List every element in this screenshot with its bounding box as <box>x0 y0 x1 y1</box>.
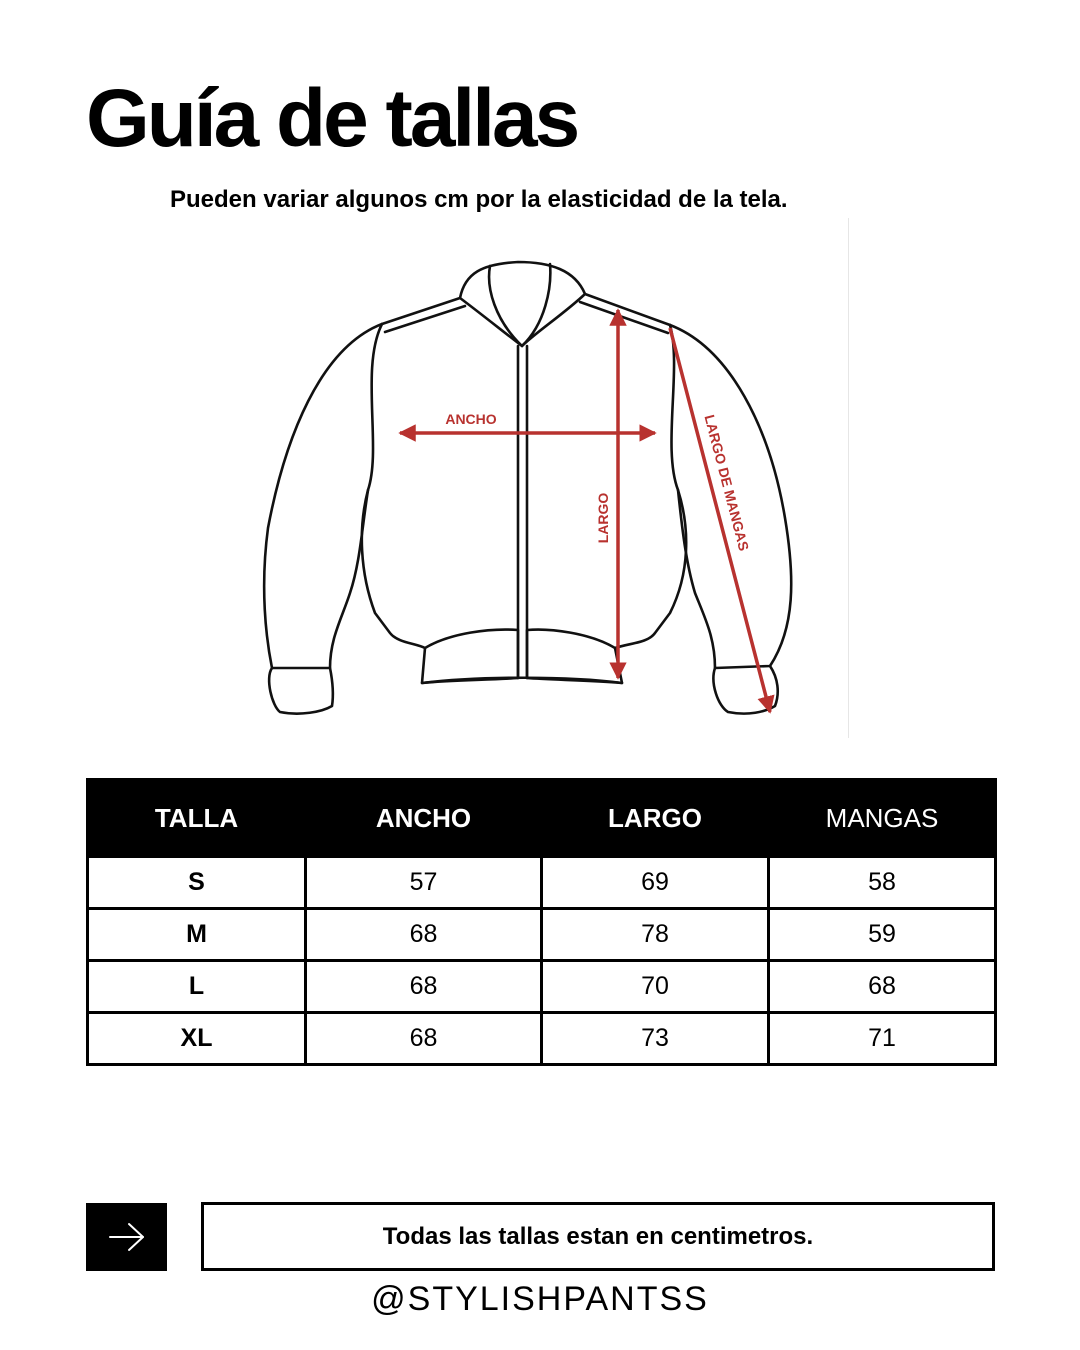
ancho-cell: 68 <box>306 961 542 1013</box>
mangas-cell: 68 <box>769 961 996 1013</box>
jacket-diagram <box>250 228 860 738</box>
table-row <box>88 961 996 1013</box>
next-button[interactable] <box>86 1203 167 1271</box>
brand-handle: @STYLISHPANTSS <box>371 1280 709 1318</box>
size-cell: L <box>88 961 306 1013</box>
ancho-cell: 68 <box>306 1013 542 1065</box>
header-ancho: ANCHO <box>306 780 542 857</box>
header-talla: TALLA <box>88 780 306 857</box>
mangas-cell: 58 <box>769 857 996 909</box>
body-outline <box>362 324 425 648</box>
table-row <box>88 1013 996 1065</box>
ancho-cell: 57 <box>306 857 542 909</box>
table-header-row <box>88 780 996 857</box>
collar-outline <box>460 262 585 298</box>
largo-label: LARGO <box>595 492 611 544</box>
largo-cell: 69 <box>542 857 769 909</box>
units-note: Todas las tallas estan en centimetros. <box>201 1202 995 1271</box>
size-cell: XL <box>88 1013 306 1065</box>
header-largo: LARGO <box>542 780 769 857</box>
waistband <box>422 630 518 683</box>
ancho-cell: 68 <box>306 909 542 961</box>
largo-cell: 78 <box>542 909 769 961</box>
size-cell: S <box>88 857 306 909</box>
largo-cell: 73 <box>542 1013 769 1065</box>
largo-cell: 70 <box>542 961 769 1013</box>
arrow-right-icon <box>107 1222 147 1252</box>
left-sleeve <box>264 324 382 668</box>
page-title: Guía de tallas <box>86 73 578 164</box>
size-table <box>86 778 997 1066</box>
size-cell: M <box>88 909 306 961</box>
table-row <box>88 857 996 909</box>
mangas-cell: 59 <box>769 909 996 961</box>
ancho-label: ANCHO <box>445 411 497 427</box>
mangas-label: LARGO DE MANGAS <box>701 412 753 553</box>
table-row <box>88 909 996 961</box>
mangas-cell: 71 <box>769 1013 996 1065</box>
page-subtitle: Pueden variar algunos cm por la elasticidad de la tela. <box>170 186 788 213</box>
header-mangas: MANGAS <box>769 780 996 857</box>
